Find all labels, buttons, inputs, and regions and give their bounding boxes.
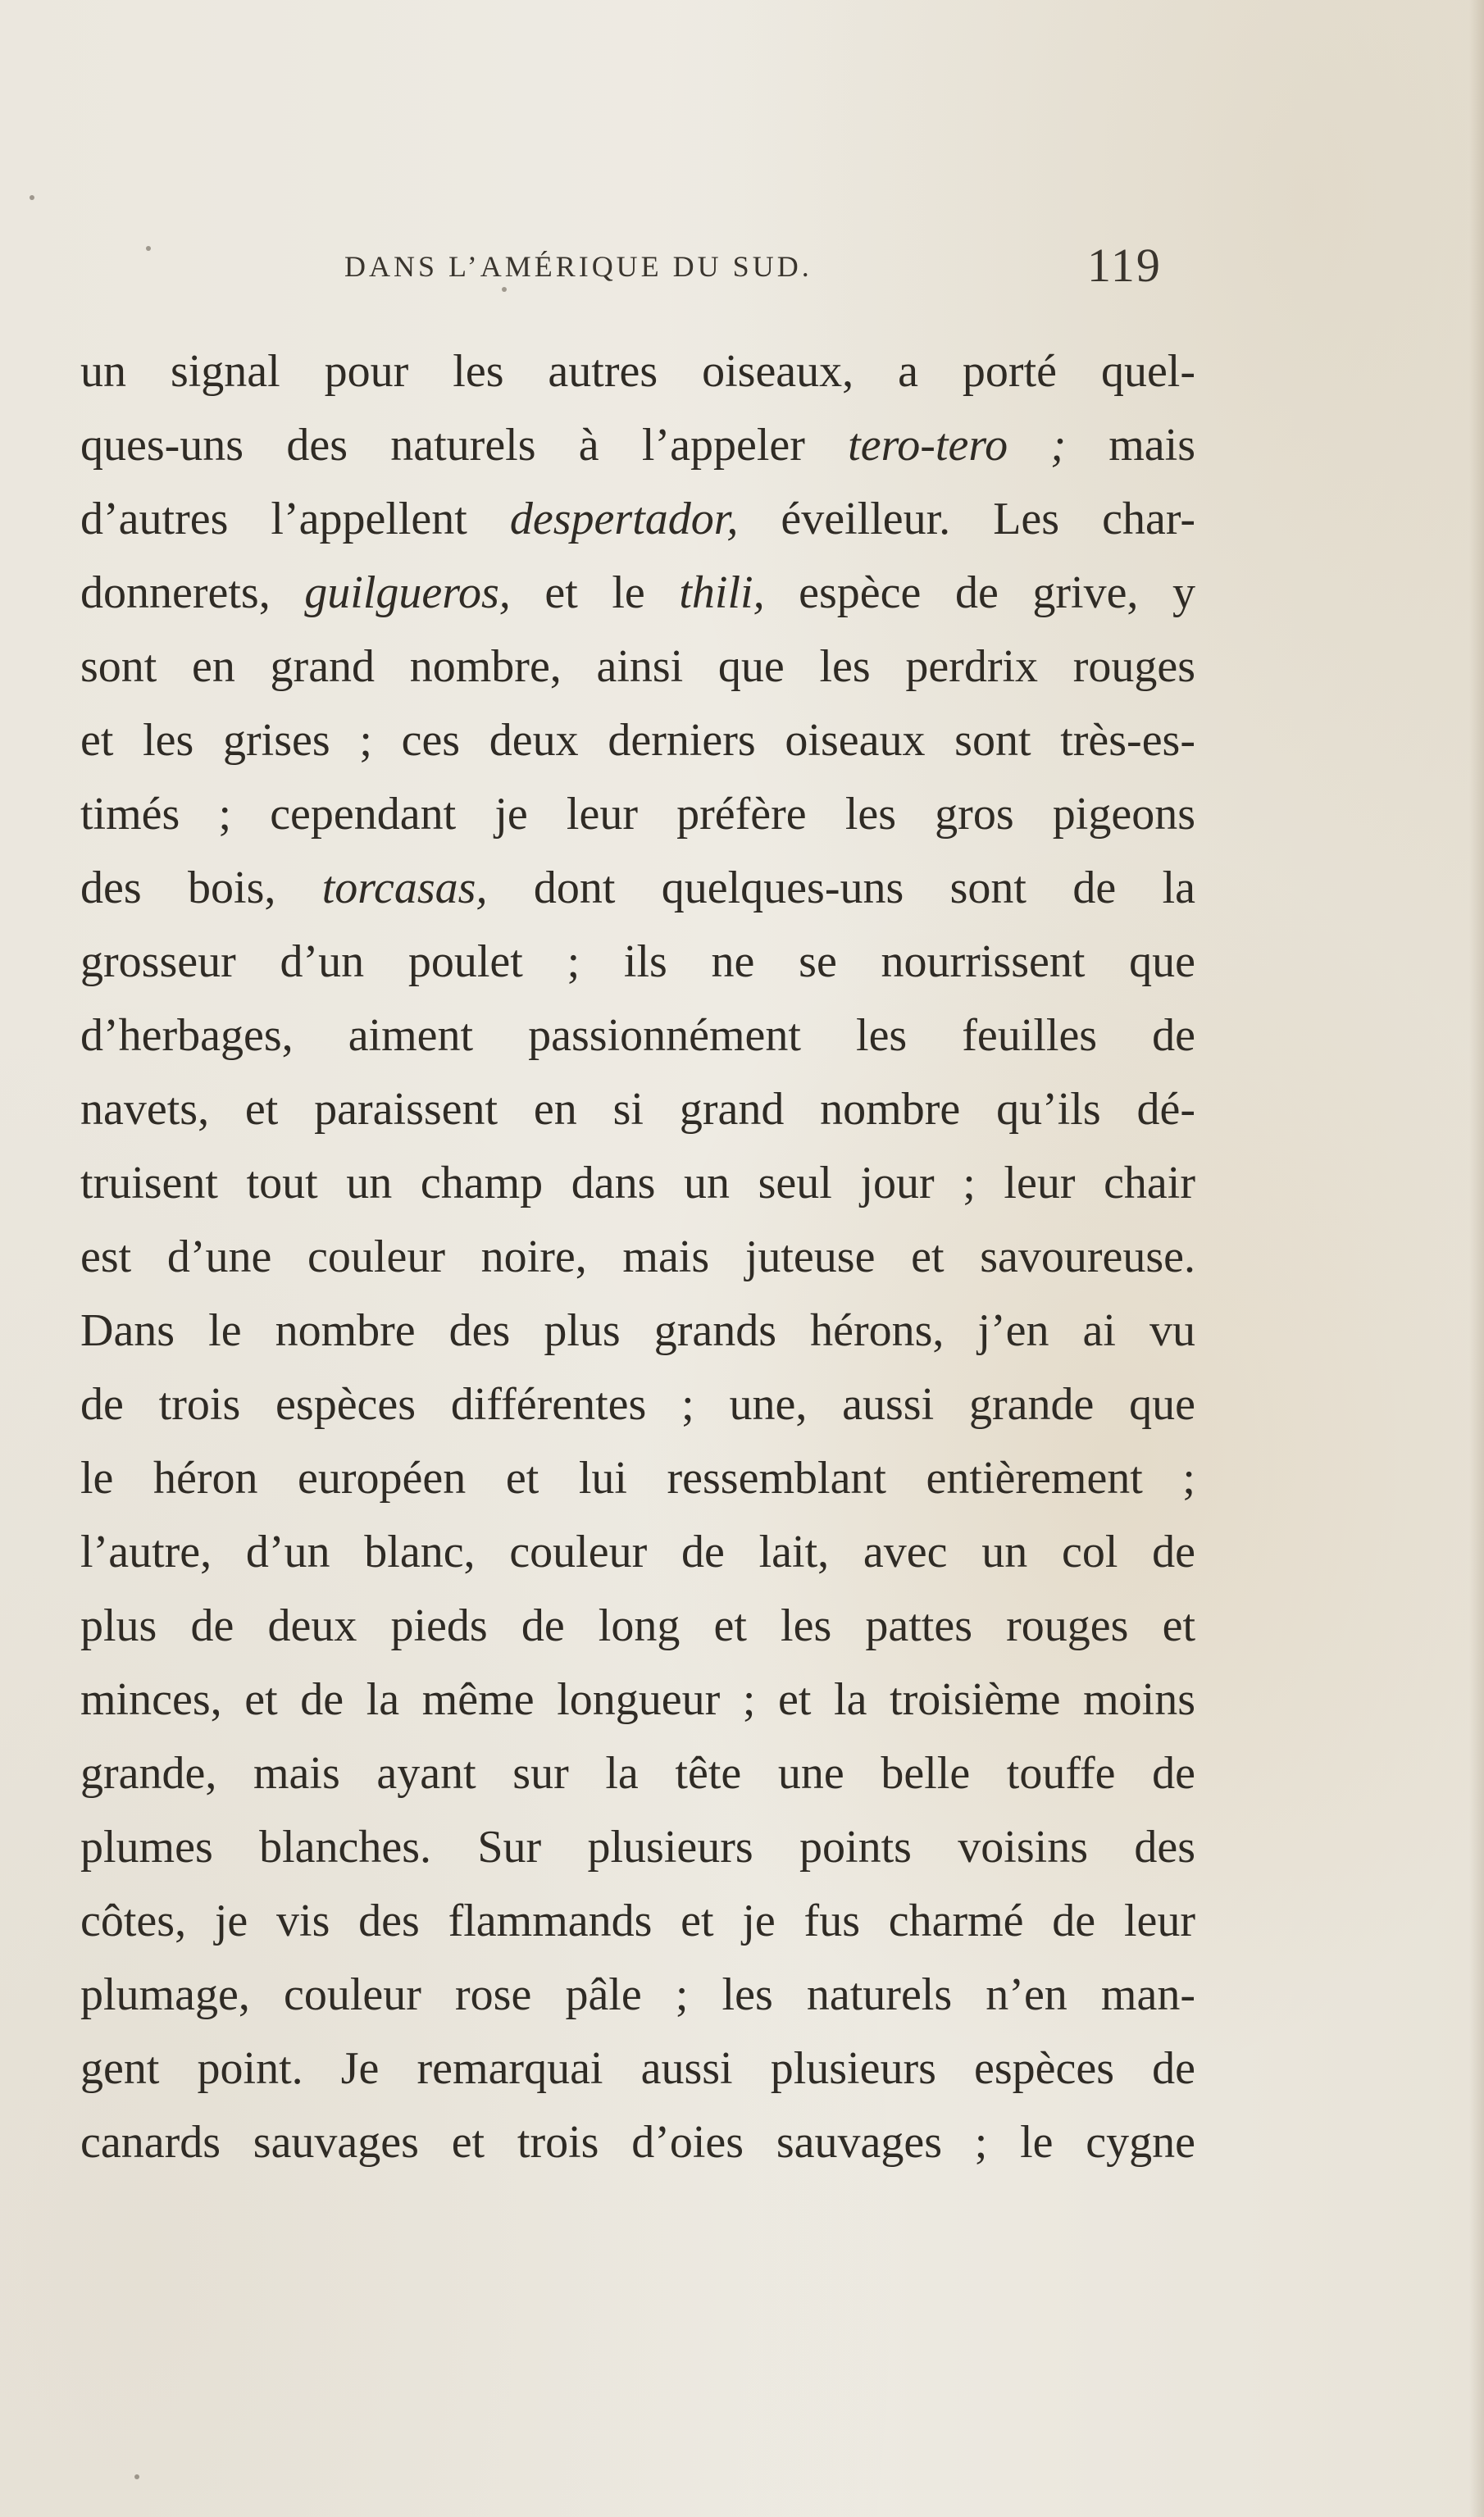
paper-speck xyxy=(502,287,507,292)
paper-speck xyxy=(134,2474,139,2479)
text-line: canards sauvages et trois d’oies sauvages ; le cygne xyxy=(80,2117,1195,2168)
text-line: gent point. Je remarquai aussi plusieurs espèces de xyxy=(80,2043,1195,2094)
text-line: des bois, torcasas, dont quelques-uns sont de la xyxy=(80,863,1196,913)
text-line: plumes blanches. Sur plusieurs points voisins des xyxy=(80,1822,1195,1873)
paper-speck xyxy=(30,195,34,200)
text-line: timés ; cependant je leur préfère les gros pigeons xyxy=(80,789,1195,840)
text-line: plumage, couleur rose pâle ; les naturels n’en man- xyxy=(80,1969,1195,2020)
text-line: côtes, je vis des flammands et je fus charmé de leur xyxy=(80,1896,1195,1946)
text-line: de trois espèces différentes ; une, aussi grande que xyxy=(80,1379,1195,1430)
italic-term: torcasas, xyxy=(321,863,488,913)
text-line: sont en grand nombre, ainsi que les perdrix rouges xyxy=(80,641,1195,692)
text-line: Dans le nombre des plus grands hérons, j’en ai vu xyxy=(80,1305,1195,1356)
italic-term: despertador, xyxy=(509,494,739,544)
body-text xyxy=(80,335,1195,2179)
text-line: plus de deux pieds de long et les pattes rouges et xyxy=(80,1600,1195,1651)
text-line: minces, et de la même longueur ; et la troisième moins xyxy=(80,1674,1195,1725)
text-line: navets, et paraissent en si grand nombre qu’ils dé- xyxy=(80,1084,1195,1135)
text-line: ques-uns des naturels à l’appeler tero-tero ; mais xyxy=(80,420,1196,471)
text-line: un signal pour les autres oiseaux, a porté quel- xyxy=(80,346,1195,397)
page-number: 119 xyxy=(1087,239,1162,292)
text-line: et les grises ; ces deux derniers oiseaux sont très-es- xyxy=(80,715,1195,766)
text-line: d’herbages, aiment passionnément les feuilles de xyxy=(80,1010,1195,1061)
text-line: le héron européen et lui ressemblant entièrement ; xyxy=(80,1453,1195,1504)
text-line: truisent tout un champ dans un seul jour ; leur chair xyxy=(80,1158,1195,1208)
italic-term: tero-tero ; xyxy=(848,420,1066,471)
text-line: d’autres l’appellent despertador, éveilleur. Les char- xyxy=(80,494,1195,544)
text-line: grande, mais ayant sur la tête une belle touffe de xyxy=(80,1748,1195,1799)
page-edge-shadow xyxy=(1469,0,1484,2517)
italic-term: guilgueros, xyxy=(304,567,511,618)
text-line: grosseur d’un poulet ; ils ne se nourrissent que xyxy=(80,936,1195,987)
text-line: est d’une couleur noire, mais juteuse et savoureuse. xyxy=(80,1231,1195,1282)
text-line: donnerets, guilgueros, et le thili, espèce de grive, y xyxy=(80,567,1196,618)
running-head: DANS L’AMÉRIQUE DU SUD. xyxy=(344,250,813,283)
italic-term: thili, xyxy=(679,567,765,618)
paper-speck xyxy=(146,246,151,251)
text-line: l’autre, d’un blanc, couleur de lait, avec un col de xyxy=(80,1527,1195,1577)
